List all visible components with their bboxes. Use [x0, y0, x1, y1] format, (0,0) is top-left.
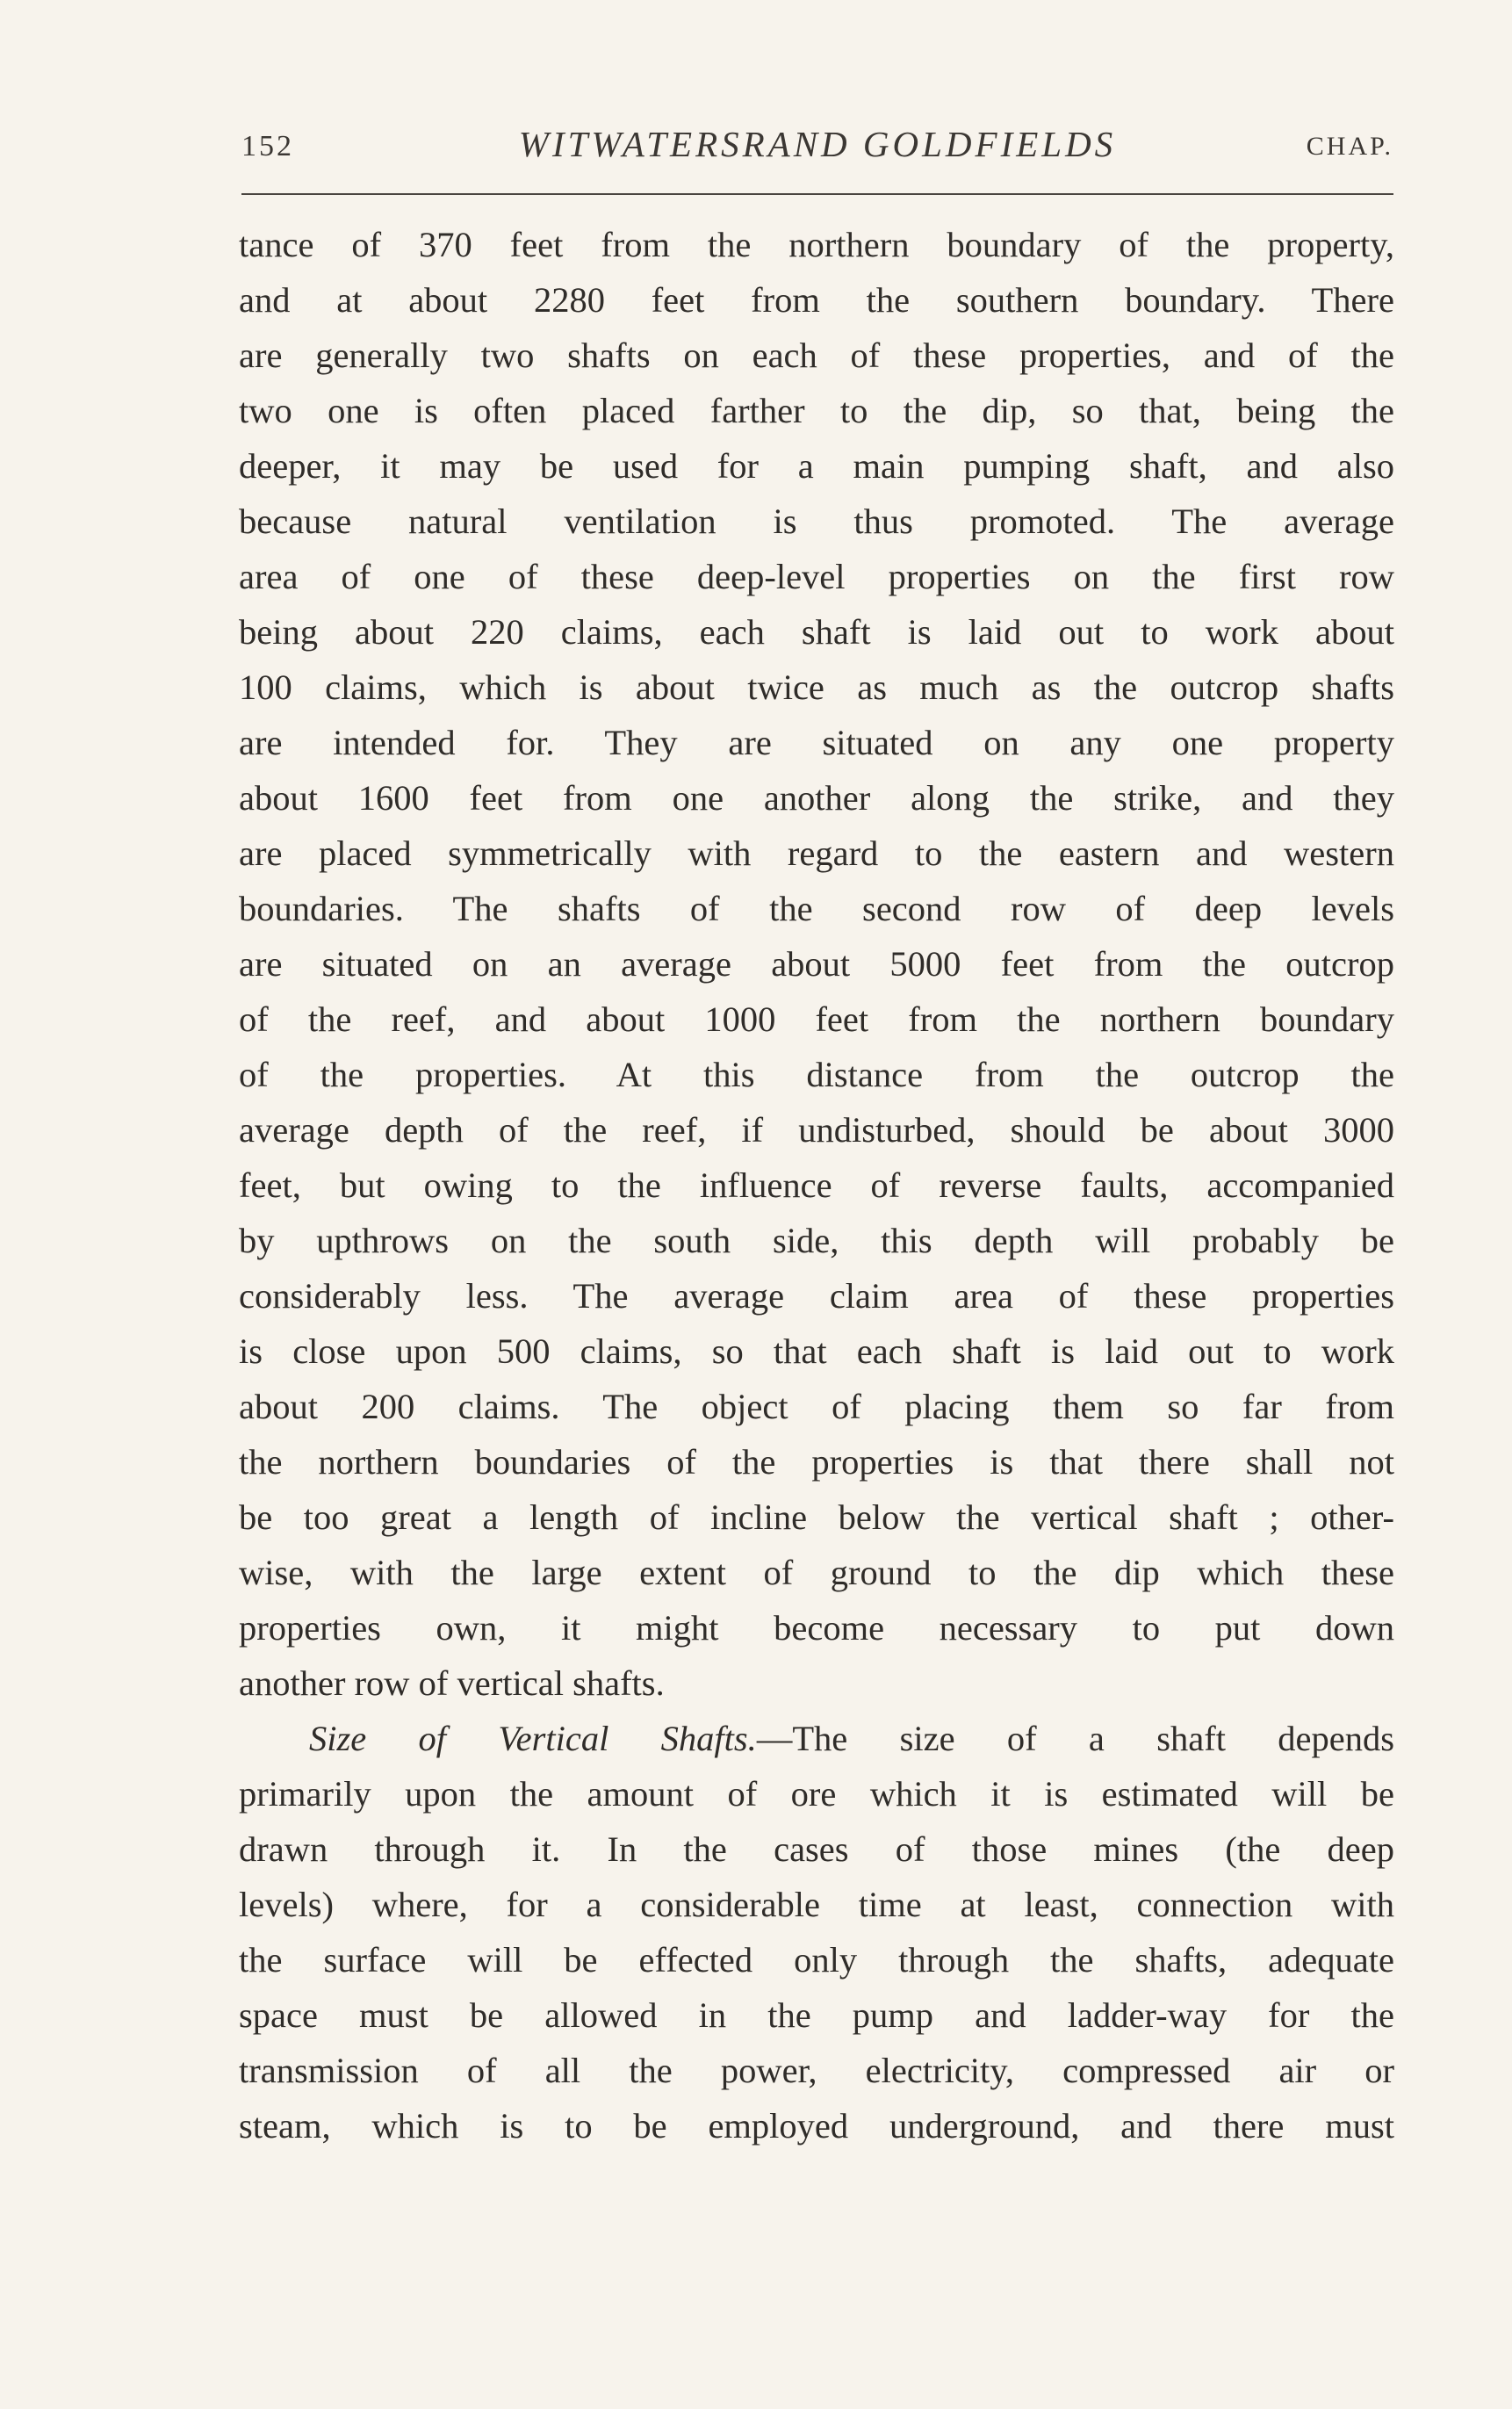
text-line: are placed symmetrically with regard to the eastern and western [239, 833, 1394, 873]
text-line: another row of vertical shafts. [239, 1663, 665, 1703]
running-head [241, 123, 1393, 176]
text-line: deeper, it may be used for a main pumping shaft, and also [239, 446, 1394, 486]
text-line: two one is often placed farther to the dip, so that, being the [239, 391, 1394, 430]
text-line: wise, with the large extent of ground to the dip which these [239, 1553, 1394, 1592]
text-line: properties own, it might become necessary to put down [239, 1608, 1394, 1648]
text-line: are situated on an average about 5000 feet from the outcrop [239, 944, 1394, 984]
section-heading-continuation: —The size of a shaft depends [756, 1719, 1394, 1758]
text-line: of the properties. At this distance from the outcrop the [239, 1055, 1394, 1094]
section-heading-line [239, 1711, 1394, 1766]
text-line: boundaries. The shafts of the second row of deep levels [239, 889, 1394, 928]
text-line: primarily upon the amount of ore which it is estimated will be [239, 1774, 1394, 1814]
text-line: 100 claims, which is about twice as much as the outcrop shafts [239, 667, 1394, 707]
text-line: steam, which is to be employed underground, and there must [239, 2106, 1394, 2146]
chapter-mark: CHAP. [1306, 132, 1393, 161]
body-text [239, 217, 1394, 2153]
text-line: about 200 claims. The object of placing them so far from [239, 1387, 1394, 1426]
section-heading: Size of Vertical Shafts. [309, 1719, 757, 1758]
text-line: the northern boundaries of the properties is that there shall not [239, 1442, 1394, 1482]
running-title: WITWATERSRAND GOLDFIELDS [518, 124, 1117, 164]
text-line: the surface will be effected only through the shafts, adequate [239, 1940, 1394, 1980]
text-line: be too great a length of incline below the vertical shaft ; other- [239, 1497, 1394, 1537]
header-rule [241, 193, 1393, 195]
text-line: by upthrows on the south side, this depth will probably be [239, 1221, 1394, 1260]
text-line: feet, but owing to the influence of reverse faults, accompanied [239, 1165, 1394, 1205]
text-line: transmission of all the power, electricity, compressed air or [239, 2051, 1394, 2090]
text-line: considerably less. The average claim area of these properties [239, 1276, 1394, 1316]
text-line: area of one of these deep-level properties on the first row [239, 557, 1394, 596]
text-line: being about 220 claims, each shaft is laid out to work about [239, 612, 1394, 652]
text-line: space must be allowed in the pump and ladder-way for the [239, 1995, 1394, 2035]
text-line: is close upon 500 claims, so that each shaft is laid out to work [239, 1331, 1394, 1371]
text-line: are intended for. They are situated on any one property [239, 723, 1394, 762]
text-line: and at about 2280 feet from the southern boundary. There [239, 280, 1394, 320]
text-line: of the reef, and about 1000 feet from the northern boundary [239, 999, 1394, 1039]
text-line: levels) where, for a considerable time at least, connection with [239, 1885, 1394, 1924]
text-line: tance of 370 feet from the northern boundary of the property, [239, 225, 1394, 264]
page-number: 152 [241, 130, 294, 162]
text-line: average depth of the reef, if undisturbed, should be about 3000 [239, 1110, 1394, 1150]
text-line: are generally two shafts on each of these properties, and of the [239, 335, 1394, 375]
text-line: drawn through it. In the cases of those mines (the deep [239, 1829, 1394, 1869]
text-line: about 1600 feet from one another along the strike, and they [239, 778, 1394, 818]
text-line: because natural ventilation is thus promoted. The average [239, 501, 1394, 541]
